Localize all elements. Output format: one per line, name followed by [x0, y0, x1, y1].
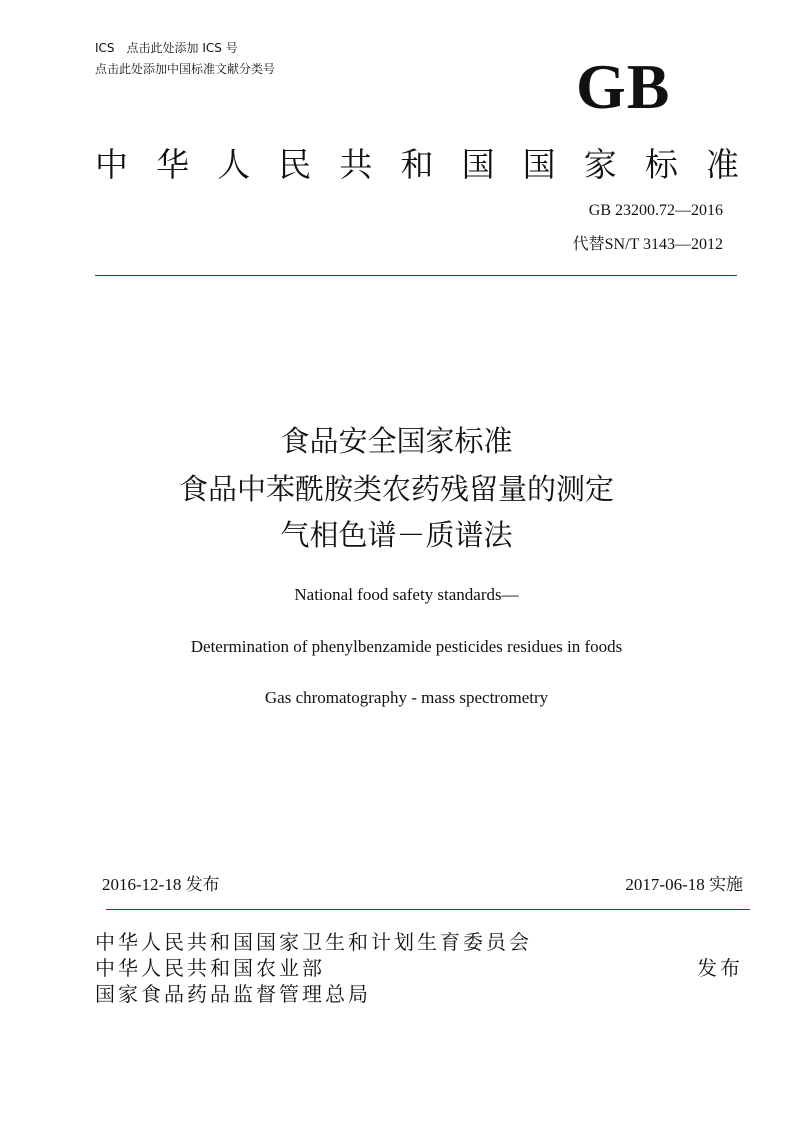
heading-char: 人 [217, 145, 251, 184]
title-cn-line-3: 气相色谱－质谱法 [280, 518, 513, 552]
title-en-line-2: Determination of phenylbenzamide pesticides residues in foods [190, 637, 623, 656]
publish-label: 发布 [697, 956, 743, 980]
issuer-line: 国家食品药品监督管理总局 [95, 982, 371, 1006]
replaces-standard: 代替SN/T 3143—2012 [572, 236, 723, 253]
heading-char: 准 [705, 145, 739, 184]
title-en-line-3: Gas chromatography - mass spectrometry [264, 688, 549, 707]
ics-placeholder: ICS 点击此处添加 ICS 号 [95, 41, 238, 55]
heading-char: 民 [278, 145, 312, 184]
heading-char: 共 [339, 145, 373, 184]
heading-char: 国 [522, 145, 556, 184]
heading-char: 华 [156, 145, 190, 184]
gb-logo: GB [576, 51, 671, 122]
issue-date: 2016-12-18 发布 [102, 875, 220, 894]
ccs-placeholder: 点击此处添加中国标准文献分类号 [95, 62, 276, 76]
heading-char: 国 [461, 145, 495, 184]
bottom-divider [106, 909, 750, 910]
heading-char: 家 [583, 145, 617, 184]
top-divider [95, 275, 737, 276]
issuer-line: 中华人民共和国农业部 [95, 956, 325, 980]
implementation-date: 2017-06-18 实施 [625, 875, 743, 894]
issuer-line: 中华人民共和国国家卫生和计划生育委员会 [95, 930, 532, 954]
title-en-line-1: National food safety standards— [294, 585, 519, 604]
heading-char: 中 [95, 145, 128, 184]
heading-char: 和 [400, 145, 434, 184]
national-standard-heading [95, 143, 739, 187]
title-cn-line-1: 食品安全国家标准 [280, 424, 513, 458]
title-cn-line-2: 食品中苯酰胺类农药残留量的测定 [178, 472, 614, 506]
standard-number: GB 23200.72—2016 [588, 202, 723, 219]
heading-char: 标 [644, 145, 678, 184]
